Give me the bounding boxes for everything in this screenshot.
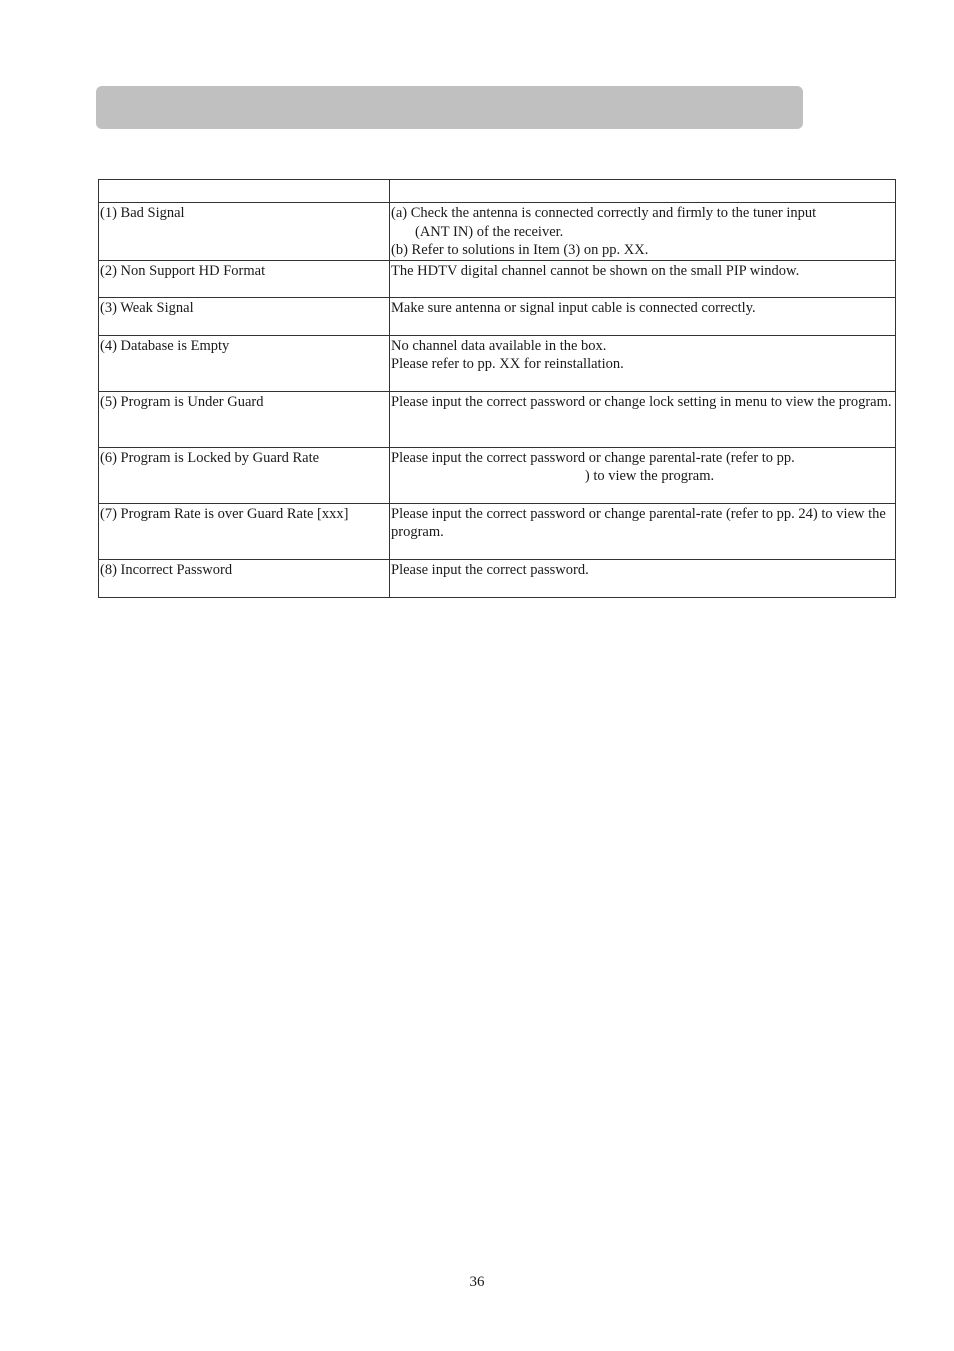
table-row [99,391,896,447]
solution-cell [390,203,896,261]
message-cell: (7) Program Rate is over Guard Rate [xxx] [99,503,390,559]
solution-cell [390,447,896,503]
solution-cell [390,559,896,597]
section-header-bar [96,86,803,129]
table-header-row [99,180,896,203]
solution-line: Please input the correct password or change parental-rate (refer to pp. 24) to view the program. [391,505,886,540]
message-cell: (6) Program is Locked by Guard Rate [99,447,390,503]
solution-line: Make sure antenna or signal input cable is connected correctly. [391,299,756,316]
solution-line: (a) Check the antenna is connected correctly and firmly to the tuner input [391,205,817,221]
table-row [99,447,896,503]
solution-line: Please refer to pp. XX for reinstallation. [391,356,624,372]
solution-line: The HDTV digital channel cannot be shown on the small PIP window. [391,262,800,279]
solution-line: Please input the correct password. [391,561,589,578]
message-cell: (4) Database is Empty [99,335,390,391]
header-cell-message [99,180,390,203]
table-row [99,335,896,391]
page-number: 36 [469,1274,485,1290]
message-cell: (5) Program is Under Guard [99,391,390,447]
solution-cell [390,297,896,335]
solution-line: Please input the correct password or change lock setting in menu to view the program. [391,393,892,410]
message-cell: (8) Incorrect Password [99,559,390,597]
solution-line: (ANT IN) of the receiver. [415,223,564,240]
solution-cell [390,260,896,297]
message-cell: (1) Bad Signal [99,203,390,261]
solution-cell [390,503,896,559]
header-cell-solution [390,180,896,203]
solution-line: Please input the correct password or change parental-rate (refer to pp. [391,449,795,466]
table-body [99,203,896,598]
solution-cell [390,335,896,391]
solution-line: ) to view the program. [584,468,715,484]
error-message-table [98,179,896,598]
solution-line: (b) Refer to solutions in Item (3) on pp. XX. [391,242,649,258]
solution-cell [390,391,896,447]
table-row [99,503,896,559]
table-row [99,559,896,597]
message-cell: (2) Non Support HD Format [99,260,390,297]
table-row [99,260,896,297]
message-cell: (3) Weak Signal [99,297,390,335]
solution-line: No channel data available in the box. [391,337,607,354]
table-row [99,203,896,261]
table-row [99,297,896,335]
